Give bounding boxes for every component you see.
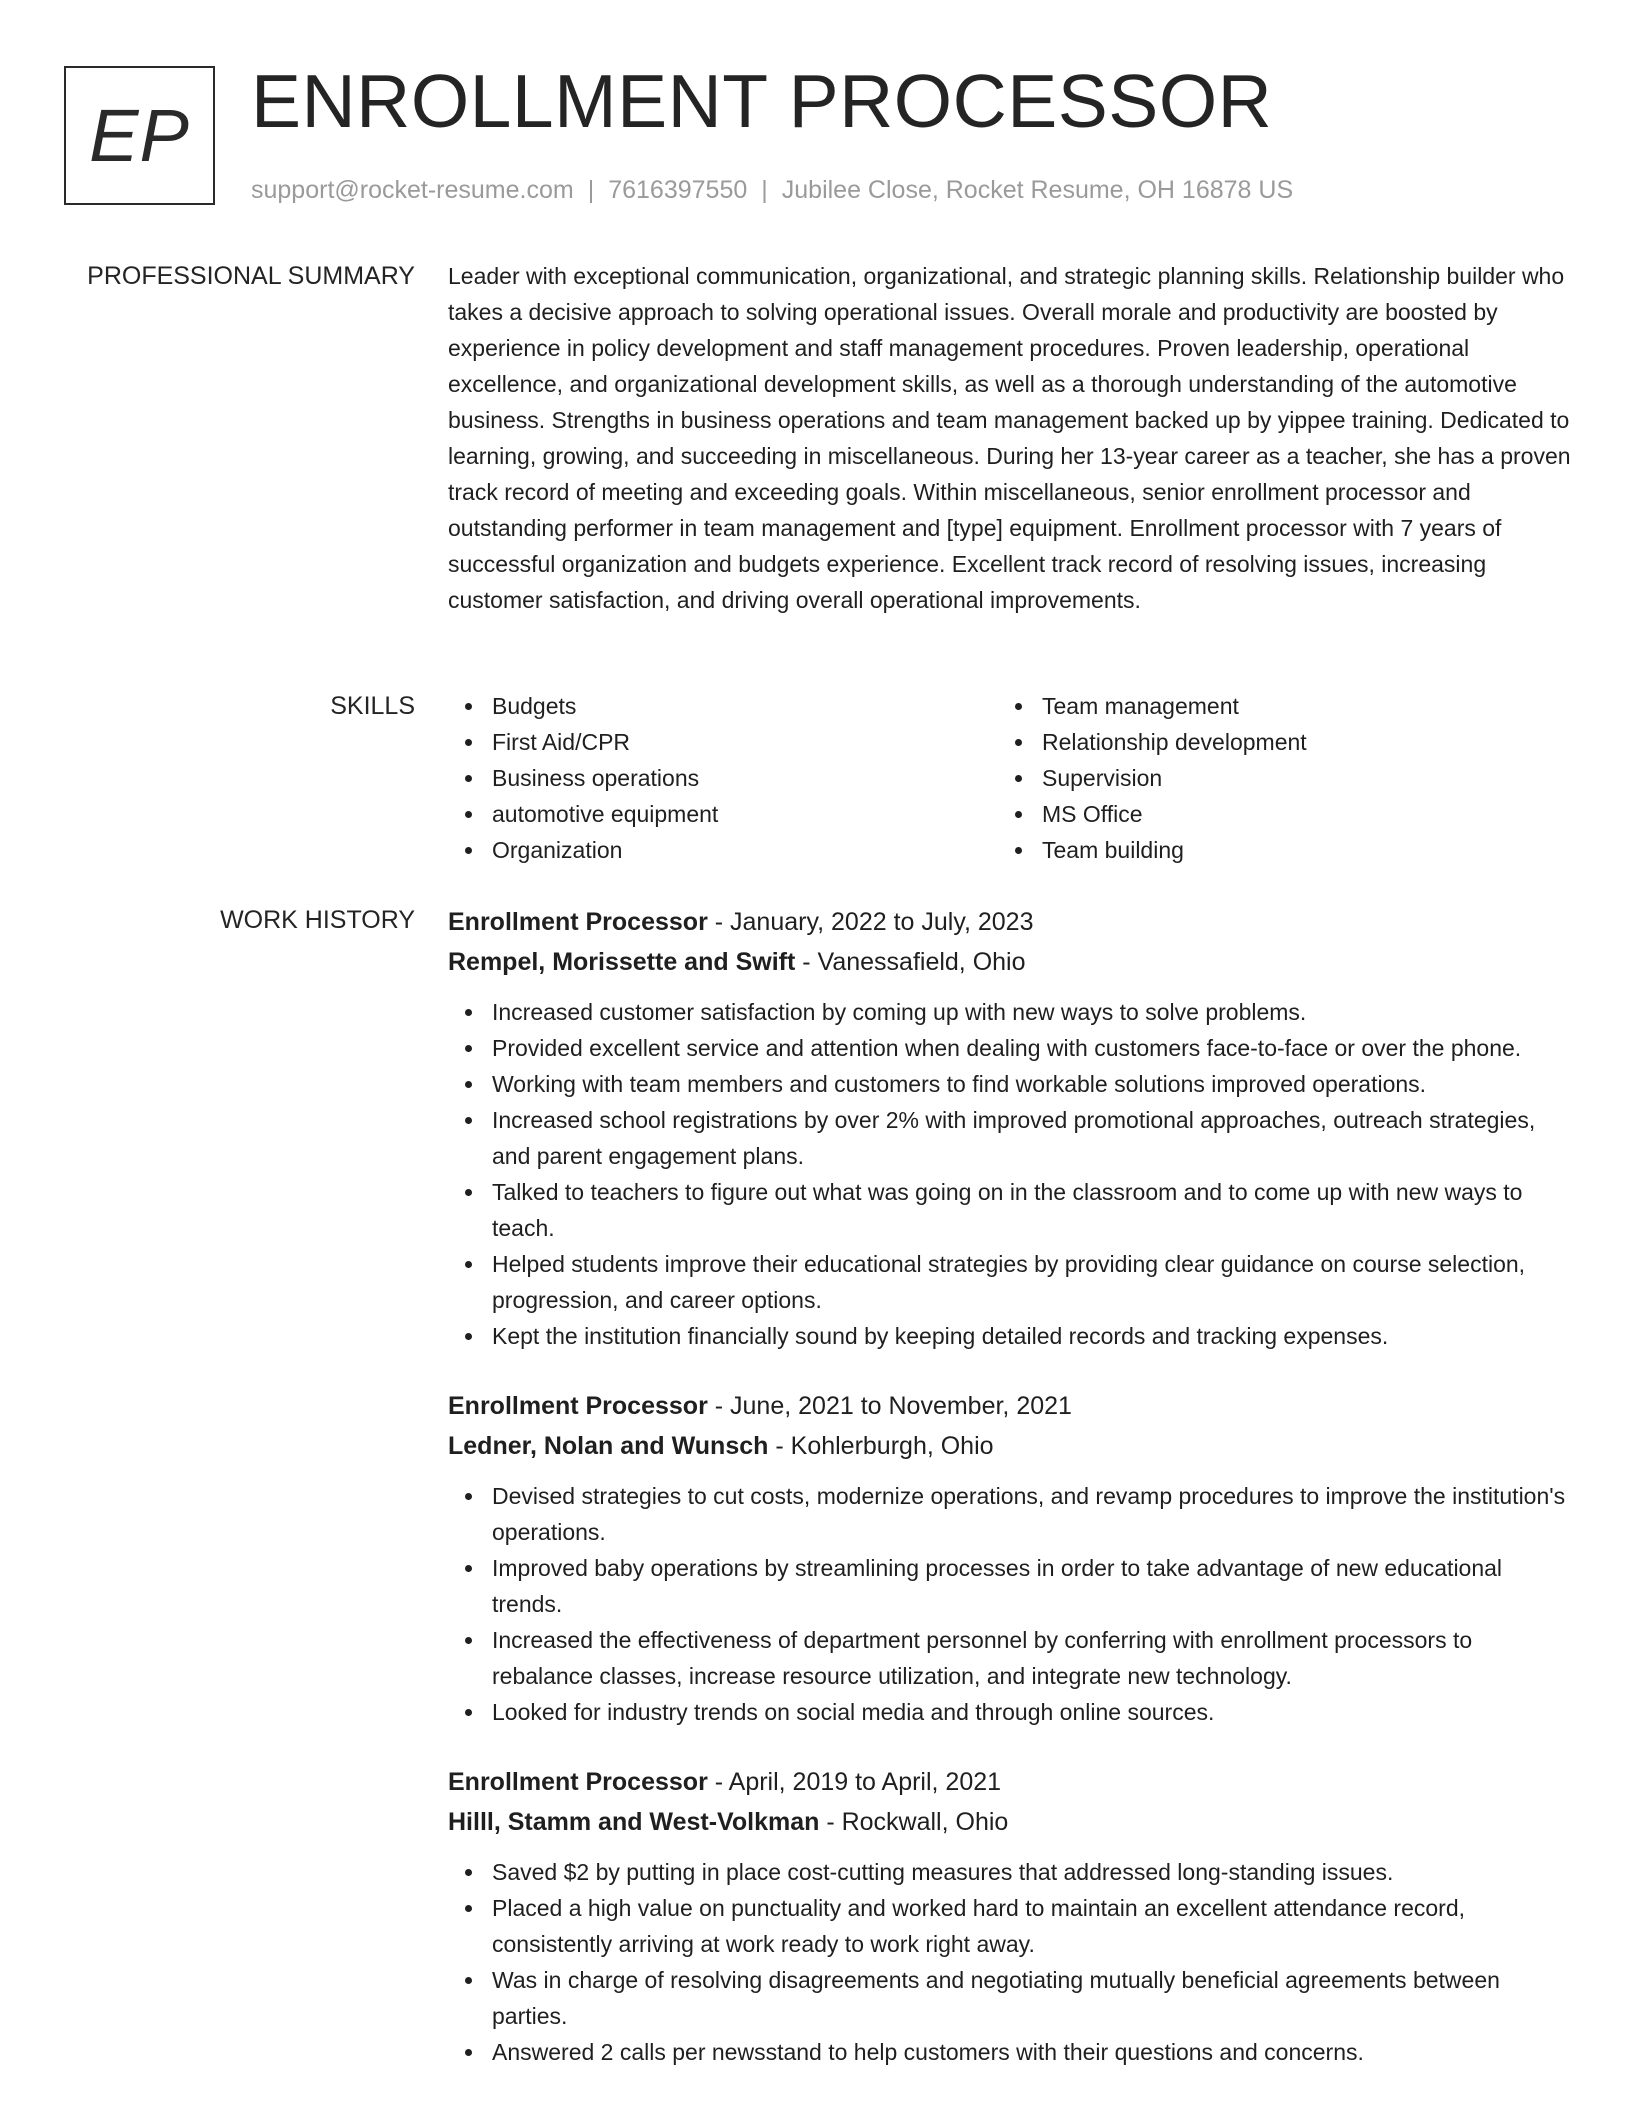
contact-email: support@rocket-resume.com <box>251 176 574 204</box>
skill-item: Business operations <box>492 760 998 796</box>
skill-item: Team building <box>1042 832 1548 868</box>
monogram-box <box>64 66 215 205</box>
job-bullet: Was in charge of resolving disagreements and negotiating mutually beneficial agreements between parties. <box>492 1962 1572 2034</box>
job-entry <box>448 1762 1572 2070</box>
job-title: Enrollment Processor <box>448 1768 708 1796</box>
skill-item: Organization <box>492 832 998 868</box>
contact-line <box>251 174 1293 206</box>
summary-text: Leader with exceptional communication, organizational, and strategic planning skills. Relationship builder who takes a decisive approach to solving operational issues. Overall morale and productivity are boosted by experience in policy development and staff management procedures. Proven leadership, operational excellence, and organizational development skills, as well as a thorough understanding of the automotive business. Strengths in business operations and team management backed up by yippee training. Dedicated to learning, growing, and succeeding in miscellaneous. During her 13-year career as a teacher, she has a proven track record of meeting and exceeding goals. Within miscellaneous, senior enrollment processor and outstanding performer in team management and [type] equipment. Enrollment processor with 7 years of successful organization and budgets experience. Excellent track record of resolving issues, increasing customer satisfaction, and driving overall operational improvements. <box>448 263 1571 613</box>
job-title: Enrollment Processor <box>448 908 708 936</box>
work-history-body <box>448 902 1572 2102</box>
contact-address: Jubilee Close, Rocket Resume, OH 16878 US <box>781 176 1294 204</box>
job-company-line <box>448 1802 1572 1842</box>
job-dates: - June, 2021 to November, 2021 <box>707 1392 1072 1420</box>
job-entry <box>448 1386 1572 1730</box>
skills-body <box>448 688 1572 868</box>
job-bullet: Answered 2 calls per newsstand to help customers with their questions and concerns. <box>492 2034 1572 2070</box>
job-bullet: Kept the institution financially sound by keeping detailed records and tracking expenses. <box>492 1318 1572 1354</box>
skill-item: First Aid/CPR <box>492 724 998 760</box>
candidate-name: ENROLLMENT PROCESSOR <box>251 59 1273 143</box>
section-label-skills: SKILLS <box>330 692 415 720</box>
job-bullet: Helped students improve their educational strategies by providing clear guidance on course selection, progression, and career options. <box>492 1246 1572 1318</box>
job-dates: - April, 2019 to April, 2021 <box>707 1768 1002 1796</box>
skills-column-left <box>448 688 998 868</box>
summary-body <box>448 258 1572 618</box>
job-bullet: Looked for industry trends on social media and through online sources. <box>492 1694 1572 1730</box>
job-location: - Vanessafield, Ohio <box>795 948 1026 976</box>
section-label-summary: PROFESSIONAL SUMMARY <box>87 262 415 290</box>
job-company-line <box>448 1426 1572 1466</box>
skill-item: MS Office <box>1042 796 1548 832</box>
contact-separator: | <box>761 176 768 204</box>
skill-item: Budgets <box>492 688 998 724</box>
contact-phone: 7616397550 <box>608 176 748 204</box>
skills-list-right <box>998 688 1548 868</box>
section-label-work-history: WORK HISTORY <box>220 906 415 934</box>
skills-list-left <box>448 688 998 868</box>
job-bullet: Increased customer satisfaction by coming up with new ways to solve problems. <box>492 994 1572 1030</box>
job-title: Enrollment Processor <box>448 1392 708 1420</box>
job-bullet-list <box>448 1478 1572 1730</box>
job-location: - Kohlerburgh, Ohio <box>768 1432 994 1460</box>
skills-column-right <box>998 688 1548 868</box>
job-bullet: Working with team members and customers to find workable solutions improved operations. <box>492 1066 1572 1102</box>
skill-item: Team management <box>1042 688 1548 724</box>
job-bullet: Saved $2 by putting in place cost-cutting measures that addressed long-standing issues. <box>492 1854 1572 1890</box>
contact-separator: | <box>587 176 595 204</box>
job-bullet: Increased the effectiveness of department personnel by conferring with enrollment processors to rebalance classes, increase resource utilization, and integrate new technology. <box>492 1622 1572 1694</box>
job-company: Hilll, Stamm and West-Volkman <box>448 1808 820 1836</box>
skill-item: Supervision <box>1042 760 1548 796</box>
job-company-line <box>448 942 1572 982</box>
job-bullet: Improved baby operations by streamlining processes in order to take advantage of new educational trends. <box>492 1550 1572 1622</box>
job-title-line <box>448 902 1572 942</box>
job-entry <box>448 902 1572 1354</box>
job-bullet-list <box>448 1854 1572 2070</box>
skill-item: Relationship development <box>1042 724 1548 760</box>
job-bullet: Talked to teachers to figure out what was going on in the classroom and to come up with new ways to teach. <box>492 1174 1572 1246</box>
skill-item: automotive equipment <box>492 796 998 832</box>
job-dates: - January, 2022 to July, 2023 <box>707 908 1034 936</box>
job-company: Ledner, Nolan and Wunsch <box>448 1432 769 1460</box>
job-bullet-list <box>448 994 1572 1354</box>
job-bullet: Provided excellent service and attention when dealing with customers face-to-face or over the phone. <box>492 1030 1572 1066</box>
job-title-line <box>448 1762 1572 1802</box>
job-company: Rempel, Morissette and Swift <box>448 948 796 976</box>
job-location: - Rockwall, Ohio <box>819 1808 1009 1836</box>
job-title-line <box>448 1386 1572 1426</box>
job-bullet: Increased school registrations by over 2% with improved promotional approaches, outreach strategies, and parent engagement plans. <box>492 1102 1572 1174</box>
job-bullet: Placed a high value on punctuality and worked hard to maintain an excellent attendance record, consistently arriving at work ready to work right away. <box>492 1890 1572 1962</box>
monogram-initials: EP <box>89 94 190 177</box>
job-bullet: Devised strategies to cut costs, modernize operations, and revamp procedures to improve the institution's operations. <box>492 1478 1572 1550</box>
